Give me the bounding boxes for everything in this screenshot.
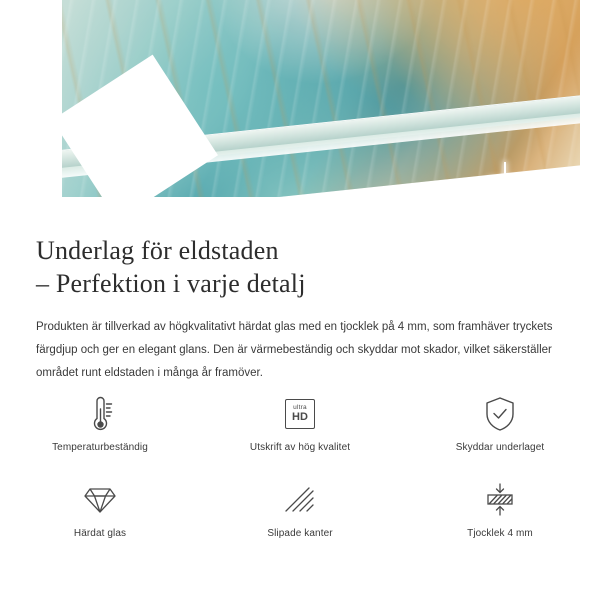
- content-block: [0, 225, 600, 385]
- shield-check-icon: [484, 392, 516, 436]
- feature-item: [400, 392, 600, 470]
- feature-label: Härdat glas: [73, 528, 127, 539]
- feature-label: Utskrift av hög kvalitet: [249, 442, 351, 453]
- polished-edges-icon: [282, 478, 318, 522]
- feature-item: [200, 478, 400, 556]
- ultra-hd-badge-bottom: HD: [292, 411, 308, 424]
- feature-label: Tjocklek 4 mm: [467, 528, 533, 539]
- page-title-line-1: Underlag för eldstaden: [36, 236, 279, 265]
- thermometer-icon: [83, 392, 117, 436]
- feature-item: [400, 478, 600, 556]
- feature-item: [0, 478, 200, 556]
- page-title: [0, 225, 600, 300]
- page-title-line-2: – Perfektion i varje detalj: [36, 268, 306, 298]
- feature-item: [200, 392, 400, 470]
- feature-label: Slipade kanter: [267, 528, 333, 539]
- hero-image: [0, 0, 600, 225]
- feature-grid: [0, 392, 600, 556]
- ultra-hd-badge-top: ultra: [293, 403, 307, 411]
- feature-label: Skyddar underlaget: [455, 442, 545, 453]
- body-paragraph: Produkten är tillverkad av högkvalitativt härdat glas med en tjocklek på 4 mm, som framhäver tryckets färgdjup och ger en elegant glans. Den är värmebeständig och skyddar mot skador, vilket säkerställer området runt eldstaden i många år framöver.: [36, 321, 553, 379]
- feature-item: [0, 392, 200, 470]
- diamond-icon: [81, 478, 119, 522]
- thickness-arrows-icon: [481, 478, 519, 522]
- panel-left-mask: [0, 0, 62, 225]
- feature-label: Temperaturbeständig: [52, 442, 148, 453]
- panel-bottom-mask: [0, 197, 600, 225]
- ultra-hd-icon: [285, 392, 315, 436]
